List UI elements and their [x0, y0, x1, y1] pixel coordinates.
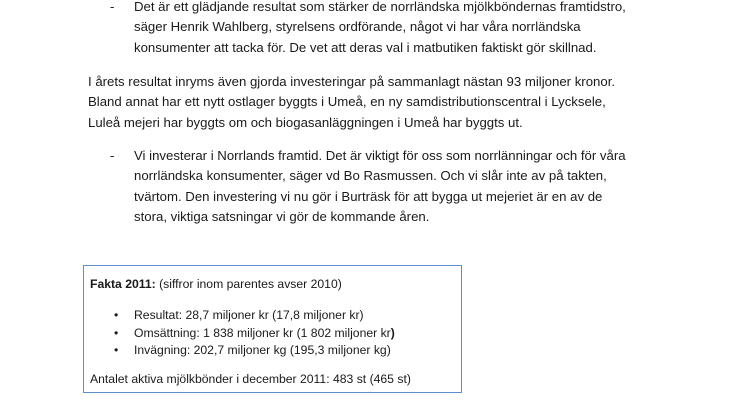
facts-list — [114, 306, 395, 359]
bullet-icon: • — [114, 343, 119, 357]
dash-bullet: - — [110, 0, 115, 14]
paragraph-line: Luleå mejeri har byggts om och biogasanläggningen i Umeå har byggts ut. — [88, 114, 523, 130]
quote-line: norrländska konsumenter, säger vd Bo Rasmussen. Och vi slår inte av på takten, — [134, 168, 607, 184]
quote-line: stora, viktiga satsningar vi gör de kommande åren. — [134, 208, 430, 224]
paragraph-line: Bland annat har ett nytt ostlager byggts i Umeå, en ny samdistributionscentral i Lycksele, — [88, 94, 606, 110]
investments-paragraph — [88, 72, 688, 133]
facts-title: Fakta 2011: — [90, 277, 156, 291]
facts-box — [83, 265, 462, 393]
facts-footer: Antalet aktiva mjölkbönder i december 2011: 483 st (465 st) — [90, 372, 411, 386]
bullet-icon: • — [114, 325, 119, 340]
facts-heading — [90, 275, 342, 293]
bullet-icon: • — [114, 308, 119, 322]
quote-line: tvärtom. Den investering vi nu gör i Burträsk för att bygga ut mejeriet är en av de — [134, 188, 603, 204]
list-item — [114, 324, 395, 342]
paragraph-line: I årets resultat inryms även gjorda investeringar på sammanlagt nästan 93 miljoner kronor. — [88, 74, 616, 89]
quote-text — [134, 0, 714, 58]
quote-text — [134, 146, 714, 227]
quote-line: Det är ett glädjande resultat som stärker de norrländska mjölkböndernas framtidstro, — [134, 0, 626, 14]
dash-bullet: - — [110, 148, 115, 163]
list-item — [114, 341, 395, 359]
quote-line: Vi investerar i Norrlands framtid. Det är viktigt för oss som norrlänningar och för våra — [134, 148, 626, 163]
fact-text: Omsättning: 1 838 miljoner kr (1 802 miljoner kr — [134, 325, 391, 340]
quote-line: konsumenter att tacka för. De vet att deras val i matbutiken faktiskt gör skillnad. — [134, 39, 597, 55]
facts-subtitle: (siffror inom parentes avser 2010) — [155, 277, 342, 291]
fact-bold-tail: ) — [390, 325, 395, 340]
fact-text: Resultat: 28,7 miljoner kr (17,8 miljoner kr) — [134, 308, 364, 322]
fact-text: Invägning: 202,7 miljoner kg (195,3 miljoner kg) — [134, 343, 391, 357]
quote-line: säger Henrik Wahlberg, styrelsens ordförande, något vi har våra norrländska — [134, 19, 581, 35]
list-item — [114, 306, 395, 324]
